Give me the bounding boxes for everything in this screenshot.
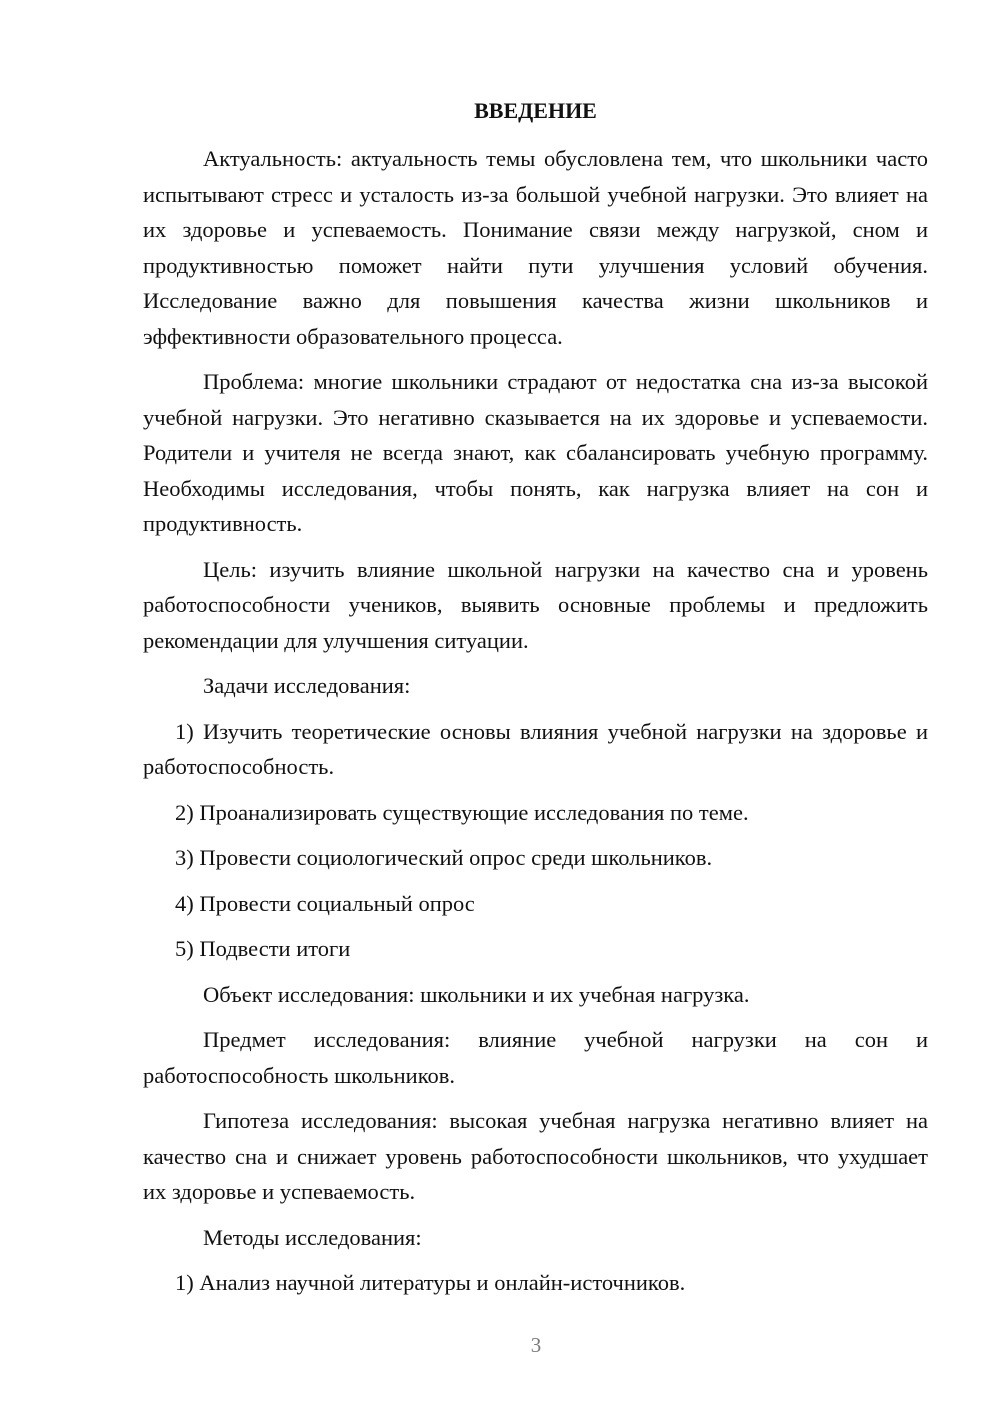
methods-label: Методы исследования:	[203, 1224, 422, 1250]
task-item-4: 4) Провести социальный опрос	[175, 890, 475, 916]
goal-paragraph: Цель: изучить влияние школьной нагрузки на качество сна и уровень работоспособности учеников, выявить основные проблемы и предложить рекомендации для улучшения ситуации.	[143, 556, 928, 653]
method-item-1: 1) Анализ научной литературы и онлайн-источников.	[175, 1270, 686, 1295]
section-title: ВВЕДЕНИЕ	[474, 98, 597, 123]
tasks-label: Задачи исследования:	[203, 673, 411, 698]
problem-paragraph: Проблема: многие школьники страдают от недостатка сна из-за высокой учебной нагрузки. Это негативно сказывается на их здоровье и успеваемости. Родители и учителя не всегда знают, как сбалансировать учебную программу. Необходимы исследования, чтобы понять, как нагрузка влияет на сон и продуктивность.	[143, 369, 928, 536]
hypothesis-paragraph: Гипотеза исследования: высокая учебная нагрузка негативно влияет на качество сна и снижает уровень работоспособности школьников, что ухудшает их здоровье и успеваемость.	[143, 1108, 928, 1204]
task-item-2: 2) Проанализировать существующие исследования по теме.	[175, 799, 749, 825]
subject-paragraph: Предмет исследования: влияние учебной нагрузки на сон и работоспособность школьников.	[143, 1027, 928, 1088]
page-number: 3	[530, 1333, 542, 1357]
task-item-5: 5) Подвести итоги	[175, 936, 351, 961]
task-item-3: 3) Провести социологический опрос среди школьников.	[175, 845, 713, 870]
object-paragraph: Объект исследования: школьники и их учебная нагрузка.	[203, 981, 750, 1007]
page-content	[143, 94, 928, 1311]
task-item-1: 1) Изучить теоретические основы влияния учебной нагрузки на здоровье и работоспособность.	[143, 718, 928, 779]
relevance-paragraph: Актуальность: актуальность темы обусловлена тем, что школьники часто испытывают стресс и усталость из-за большой учебной нагрузки. Это влияет на их здоровье и успеваемость. Понимание связи между нагрузкой, сном и продуктивностью поможет найти пути улучшения условий обучения. Исследование важно для повышения качества жизни школьников и эффективности образовательного процесса.	[143, 146, 928, 349]
